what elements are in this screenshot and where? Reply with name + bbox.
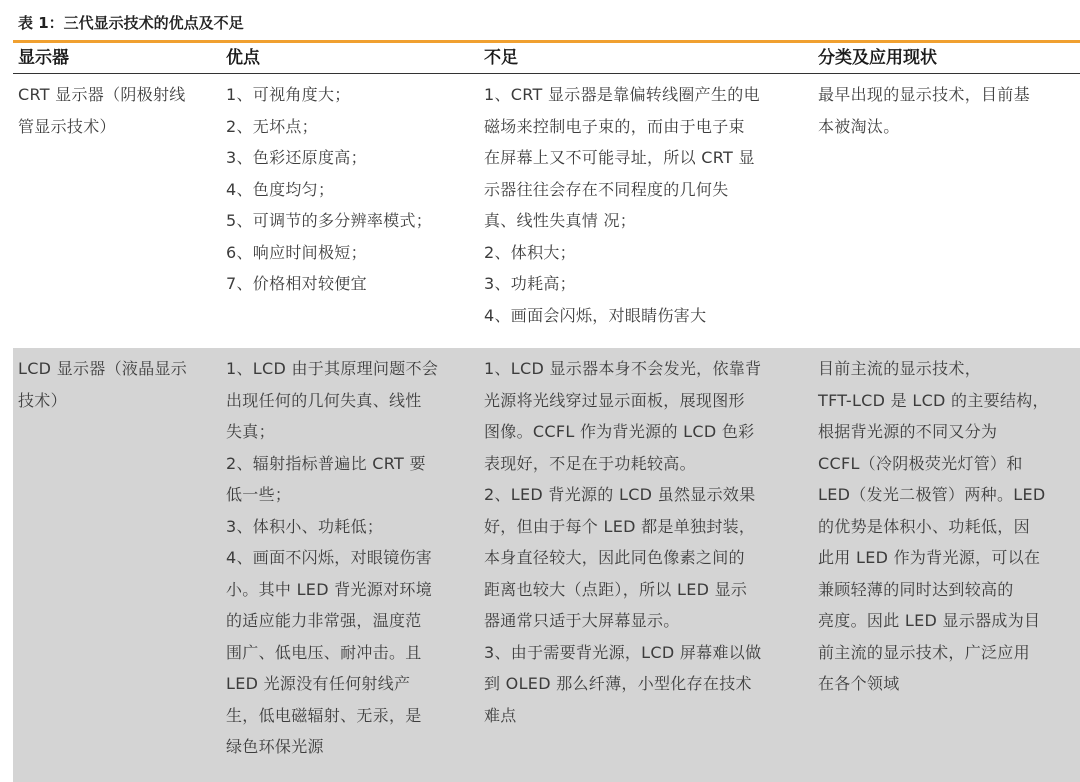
- cell-line: 距离也较大（点距），所以 LED 显示: [484, 579, 748, 599]
- cell-line: 到 OLED 那么纤薄，小型化存在技术: [484, 674, 752, 693]
- cell-line: 图像。CCFL 作为背光源的 LCD 色彩: [484, 422, 755, 441]
- cell-line: 7、价格相对较便宜: [226, 274, 367, 293]
- cell-line: LED（发光二极管）两种。LED: [818, 485, 1046, 504]
- cell-line: 围广、低电压、耐冲击。且: [226, 642, 422, 662]
- cell-line: 1、LCD 显示器本身不会发光，依靠背: [484, 359, 762, 378]
- cell-line: 表现好，不足在于功耗较高。: [484, 453, 696, 473]
- cell-line: 兼顾轻薄的同时达到较高的: [818, 579, 1014, 599]
- cell-line: 3、体积小、功耗低；: [226, 516, 384, 536]
- cell-line: 1、可视角度大；: [226, 85, 351, 104]
- cell-line: 的优势是体积小、功耗低，因: [818, 516, 1030, 536]
- header-status: 分类及应用现状: [818, 48, 937, 68]
- cell-cons: [479, 74, 813, 348]
- cell-line: 4、画面会闪烁，对眼睛伤害大: [484, 305, 707, 325]
- cell-line: 好，但由于每个 LED 都是单独封装，: [484, 516, 756, 536]
- table-row-lcd: [13, 348, 1080, 782]
- cell-cons: [479, 348, 813, 782]
- cell-line: TFT-LCD 是 LCD 的主要结构，: [818, 390, 1049, 410]
- cell-line: 最早出现的显示技术，目前基: [818, 85, 1030, 104]
- cell-line: 光源将光线穿过显示面板，展现图形: [484, 390, 745, 410]
- cell-display: [13, 74, 221, 348]
- cell-status: [813, 348, 1080, 782]
- cell-line: LCD 显示器（液晶显示: [18, 359, 188, 378]
- table-header-row: [13, 43, 1080, 74]
- cell-line: 2、辐射指标普遍比 CRT 要: [226, 453, 426, 473]
- cell-line: 2、无坏点；: [226, 116, 318, 136]
- cell-line: 小。其中 LED 背光源对环境: [226, 579, 433, 599]
- cell-line: 绿色环保光源: [226, 737, 324, 756]
- cell-line: 失真；: [226, 422, 275, 441]
- table-row-crt: [13, 74, 1080, 348]
- cell-line: 真、线性失真情 况；: [484, 211, 637, 230]
- header-cons: 不足: [484, 48, 518, 68]
- cell-line: 磁场来控制电子束的，而由于电子束: [484, 116, 745, 136]
- cell-line: 1、CRT 显示器是靠偏转线圈产生的电: [484, 85, 760, 104]
- cell-line: 生，低电磁辐射、无汞，是: [226, 705, 422, 725]
- cell-line: 4、色度均匀；: [226, 179, 335, 199]
- table-caption: 表 1：三代显示技术的优点及不足: [18, 14, 244, 32]
- cell-line: 本被淘汰。: [818, 116, 900, 136]
- cell-display: [13, 348, 221, 782]
- cell-line: 本身直径较大，因此同色像素之间的: [484, 548, 745, 567]
- cell-line: 在屏幕上又不可能寻址，所以 CRT 显: [484, 148, 755, 167]
- cell-line: LED 光源没有任何射线产: [226, 674, 411, 693]
- cell-line: CCFL（冷阴极荧光灯管）和: [818, 453, 1023, 473]
- cell-line: 此用 LED 作为背光源，可以在: [818, 548, 1041, 567]
- header-pros: 优点: [226, 48, 260, 68]
- cell-status: [813, 74, 1080, 348]
- cell-line: 器通常只适于大屏幕显示。: [484, 611, 680, 630]
- cell-line: CRT 显示器（阴极射线: [18, 85, 186, 104]
- cell-line: 的适应能力非常强，温度范: [226, 611, 422, 630]
- cell-pros: [221, 348, 479, 782]
- cell-line: 出现任何的几何失真、线性: [226, 390, 422, 410]
- cell-line: 3、由于需要背光源，LCD 屏幕难以做: [484, 642, 762, 662]
- cell-line: 6、响应时间极短；: [226, 242, 367, 262]
- cell-line: 前主流的显示技术，广泛应用: [818, 642, 1030, 662]
- cell-line: 难点: [484, 705, 517, 725]
- cell-line: 管显示技术）: [18, 116, 116, 136]
- cell-line: 3、色彩还原度高；: [226, 148, 367, 167]
- cell-pros: [221, 74, 479, 348]
- cell-line: 示器往往会存在不同程度的几何失: [484, 179, 729, 199]
- cell-line: 技术）: [18, 390, 67, 410]
- cell-line: 2、LED 背光源的 LCD 虽然显示效果: [484, 485, 756, 504]
- cell-line: 根据背光源的不同又分为: [818, 422, 998, 441]
- cell-line: 在各个领域: [818, 674, 900, 693]
- header-display: 显示器: [18, 48, 69, 68]
- cell-line: 3、功耗高；: [484, 274, 576, 293]
- cell-line: 5、可调节的多分辨率模式；: [226, 211, 433, 230]
- cell-line: 亮度。因此 LED 显示器成为目: [818, 611, 1041, 630]
- comparison-table: [13, 43, 1080, 782]
- cell-line: 4、画面不闪烁，对眼镜伤害: [226, 548, 433, 567]
- cell-line: 1、LCD 由于其原理问题不会: [226, 359, 439, 378]
- cell-line: 低一些；: [226, 485, 292, 504]
- cell-line: 2、体积大；: [484, 242, 576, 262]
- cell-line: 目前主流的显示技术，: [818, 359, 982, 378]
